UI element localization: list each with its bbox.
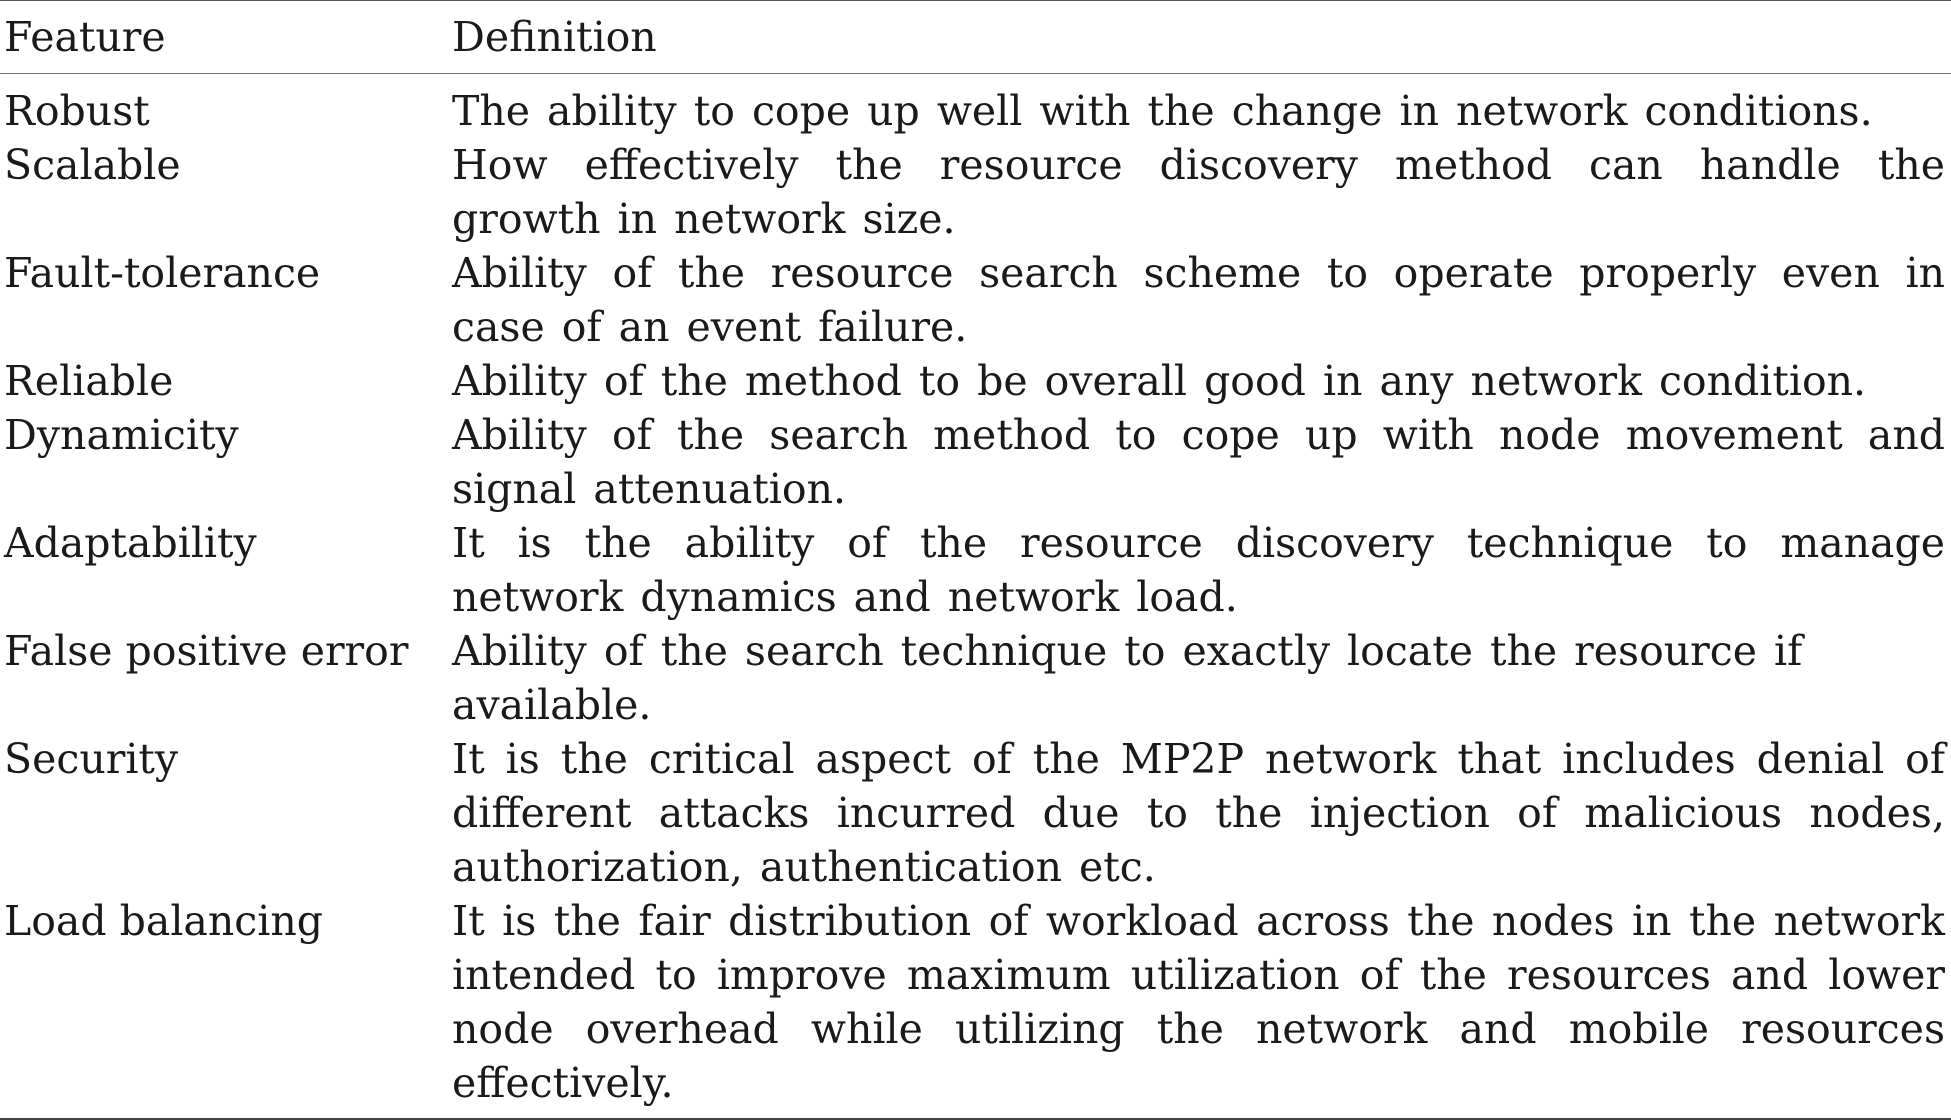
table-row: [0, 732, 1951, 894]
feature-cell: Robust: [4, 87, 150, 135]
feature-cell: Security: [4, 735, 179, 783]
definition-cell: The ability to cope up well with the change in network conditions.: [452, 87, 1873, 135]
header-feature: Feature: [4, 13, 166, 61]
feature-cell: Load balancing: [4, 897, 324, 945]
definition-cell: Ability of the resource search scheme to operate properly even in case of an event failure.: [452, 249, 1945, 351]
definition-cell: Ability of the method to be overall good in any network condition.: [452, 357, 1867, 405]
table-row: [0, 894, 1951, 1110]
definition-cell: Ability of the search technique to exactly locate the resource if available.: [452, 627, 1803, 729]
header-definition: Definition: [452, 13, 657, 61]
feature-cell: Scalable: [4, 141, 181, 189]
definition-cell: How effectively the resource discovery method can handle the growth in network size.: [452, 141, 1945, 243]
table-row: [0, 354, 1951, 408]
table-header-row: [0, 1, 1951, 73]
definition-cell: It is the fair distribution of workload across the nodes in the network intended to improve maximum utilization of the resources and lower node overhead while utilizing the network and mobile resources effectively.: [452, 897, 1945, 1107]
feature-cell: Fault-tolerance: [4, 249, 321, 297]
definition-cell: It is the critical aspect of the MP2P network that includes denial of different attacks incurred due to the injection of malicious nodes, authorization, authentication etc.: [452, 735, 1945, 891]
table-row: [0, 624, 1951, 732]
table-row: [0, 408, 1951, 516]
table-row: [0, 246, 1951, 354]
table-row: [0, 516, 1951, 624]
definition-cell: It is the ability of the resource discovery technique to manage network dynamics and network load.: [452, 519, 1945, 621]
definition-cell: Ability of the search method to cope up with node movement and signal attenuation.: [452, 411, 1945, 513]
feature-cell: Adaptability: [4, 519, 257, 567]
table-row: [0, 84, 1951, 138]
table-row: [0, 138, 1951, 246]
table-body: [0, 74, 1951, 1118]
feature-cell: Reliable: [4, 357, 174, 405]
feature-cell: Dynamicity: [4, 411, 239, 459]
feature-cell: False positive error: [4, 627, 409, 675]
